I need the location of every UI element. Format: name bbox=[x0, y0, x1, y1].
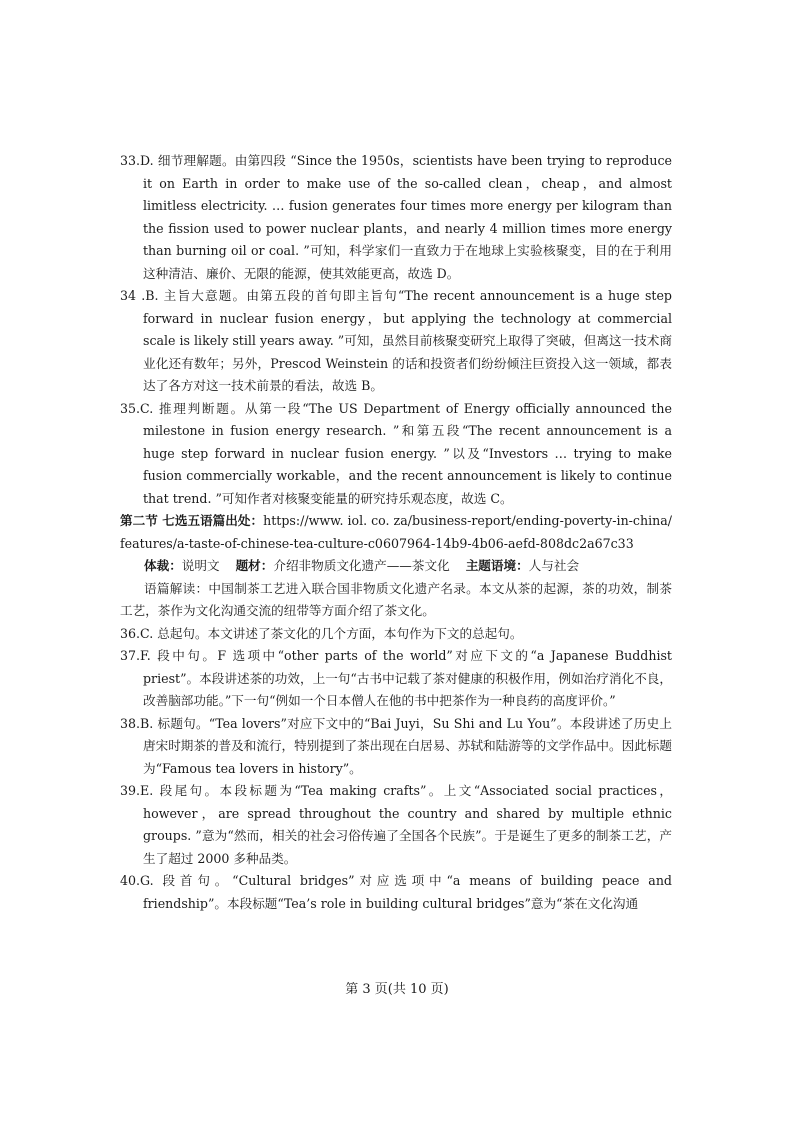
page-content bbox=[120, 150, 672, 915]
answer-35 bbox=[120, 398, 672, 511]
answer-34 bbox=[120, 285, 672, 398]
answer-37 bbox=[120, 645, 672, 713]
context-label: 主题语境： bbox=[465, 558, 529, 573]
topic-label: 题材： bbox=[235, 558, 274, 573]
genre-label: 体裁： bbox=[144, 558, 182, 573]
answer-39 bbox=[120, 780, 672, 870]
answer-number: 36. bbox=[120, 625, 141, 641]
answer-text: B. 标题句。“Tea lovers”对应下文中的“Bai Juyi，Su Shi and Lu You”。本段讲述了历史上唐宋时期茶的普及和流行，特别提到了茶出现在白居易、苏轼和陆游等的文学作品中。因此标题为“Famous tea lovers in history”。 bbox=[140, 715, 672, 776]
answer-number: 34 . bbox=[120, 288, 146, 303]
answer-number: 38. bbox=[120, 715, 141, 731]
answer-36 bbox=[120, 623, 672, 646]
answer-38 bbox=[120, 713, 672, 781]
section-2-label: 第二节 七选五语篇出处： bbox=[120, 513, 264, 528]
answer-40 bbox=[120, 870, 672, 915]
answer-text: E. 段尾句。本段标题为“Tea making crafts”。上文“Associated social practices，however，are spread throughout the country and shared by multiple ethnic groups. ”意为“然而，相关的社会习俗传遍了全国各个民族”。于是诞生了更多的制茶工艺，产生了超过 2000 多种品类。 bbox=[140, 783, 672, 866]
answer-text: B. 主旨大意题。由第五段的首句即主旨句“The recent announcement is a huge step forward in nuclear fusion energy，but applying the technology at commercial scale is likely still years away. ”可知，虽然目前核聚变研究上取得了突破，但离这一技术商业化还有数年；另外，Prescod Weinstein 的话和投资者们纷纷倾注巨资投入这一领域，都表达了各方对这一技术前景的看法，故选 B。 bbox=[143, 288, 672, 393]
answer-text: C. 推理判断题。从第一段“The US Department of Energy officially announced the milestone in fusion energy research. ”和第五段“The recent announcement is a huge step forward in nuclear fusion energy. ”以及“Investors … trying to make fusion commercially workable，and the recent announcement is likely to continue that trend. ”可知作者对核聚变能量的研究持乐观态度，故选 C。 bbox=[140, 400, 672, 506]
answer-number: 40. bbox=[120, 873, 141, 888]
topic-value: 介绍非物质文化遗产——茶文化 bbox=[273, 558, 450, 573]
page-number: 第 3 页(共 10 页) bbox=[345, 982, 449, 997]
answer-33 bbox=[120, 150, 672, 285]
section-2-source bbox=[120, 510, 672, 555]
answer-number: 37. bbox=[120, 648, 141, 663]
passage-meta bbox=[120, 555, 672, 578]
passage-interpretation: 语篇解读：中国制茶工艺进入联合国非物质文化遗产名录。本文从茶的起源，茶的功效，制茶工艺，茶作为文化沟通交流的纽带等方面介绍了茶文化。 bbox=[120, 580, 672, 618]
genre-value: 说明文 bbox=[181, 558, 220, 573]
answer-text: G. 段首句。“Cultural bridges”对应选项中“a means of building peace and friendship”。本段标题“Tea’s role in building cultural bridges”意为“茶在文化沟通 bbox=[140, 873, 672, 911]
answer-number: 33. bbox=[120, 153, 141, 168]
context-value: 人与社会 bbox=[528, 558, 580, 573]
answer-text: C. 总起句。本文讲述了茶文化的几个方面，本句作为下文的总起句。 bbox=[140, 625, 523, 641]
answer-number: 35. bbox=[120, 400, 141, 416]
answer-text: F. 段中句。F 选项中“other parts of the world”对应下文的“a Japanese Buddhist priest”。本段讲述茶的功效，上一句“古书中记载了茶对健康的积极作用，例如治疗消化不良，改善脑部功能。”下一句“例如一个日本僧人在他的书中把茶作为一种良药的高度评价。” bbox=[140, 648, 672, 708]
answer-text: D. 细节理解题。由第四段 “Since the 1950s，scientists have been trying to reproduce it on Earth in order to make use of the so-called clean，cheap，and almost limitless electricity. … fusion generates four times more energy per kilogram than the fission used to power nuclear plants，and nearly 4 million times more energy than burning oil or coal. ”可知，科学家们一直致力于在地球上实验核聚变，目的在于利用这种清洁、廉价、无限的能源，使其效能更高，故选 D。 bbox=[140, 153, 672, 281]
source-url: https://www. iol. co. za/business-report/ending-poverty-in-china/features/a-taste-of-chinese-tea-culture-c0607964-14b9-4b06-aefd-808dc2a67c33 bbox=[120, 513, 672, 551]
answer-number: 39. bbox=[120, 783, 141, 798]
